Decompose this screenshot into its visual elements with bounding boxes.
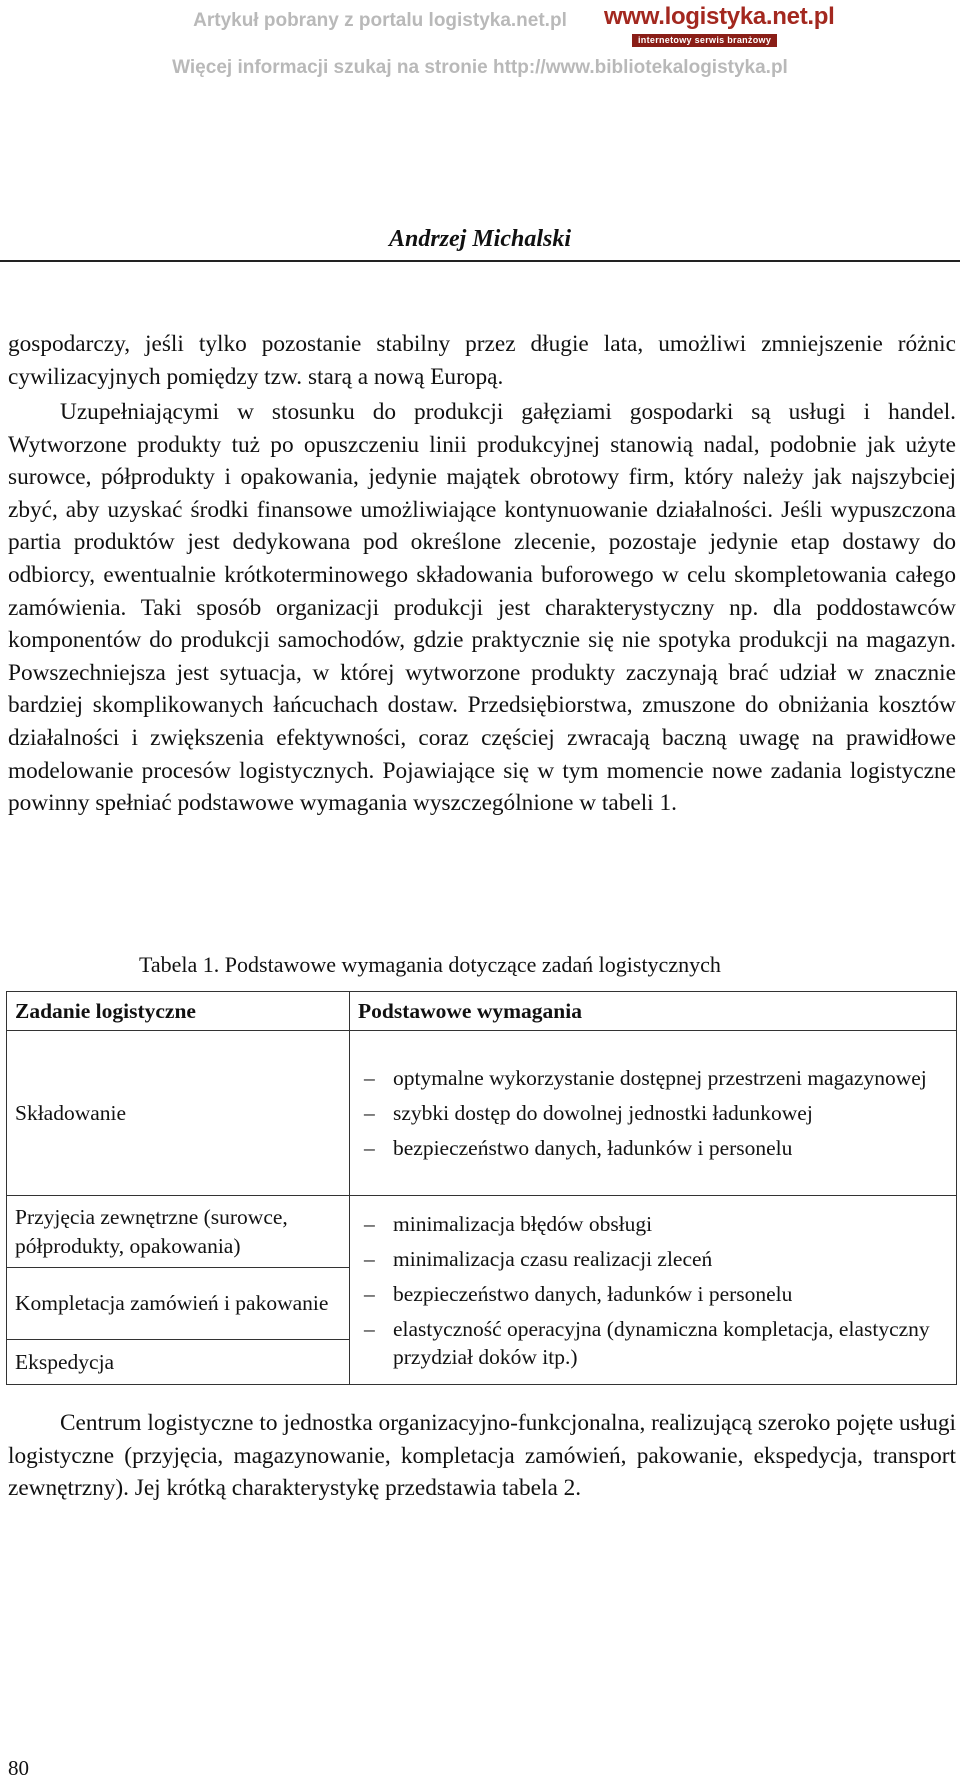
task-cell	[7, 1268, 350, 1340]
dash-mark: –	[364, 1316, 375, 1341]
table-header-row	[7, 992, 957, 1031]
requirements-cell	[350, 1031, 957, 1196]
page-number: 80	[8, 1756, 29, 1780]
task-label: Kompletacja zamówień i pakowanie	[15, 1291, 329, 1315]
dash-mark: –	[364, 1066, 375, 1090]
table-row	[7, 1031, 957, 1196]
paragraph-1: gospodarczy, jeśli tylko pozostanie stabilny przez długie lata, umożliwi zmniejszenie różnic cywilizacyjnych pomiędzy tzw. starą a nową Europą.	[8, 331, 956, 390]
dash-mark: –	[364, 1211, 375, 1236]
paragraph-2: Uzupełniającymi w stosunku do produkcji gałęziami gospodarki są usługi i handel. Wytworzone produkty tuż po opuszczeniu linii produkcyjnej stanowią nadal, podobnie jak użyte surowce, półprodukty i opakowania, jedynie majątek obrotowy firm, który należy jak najszybciej zbyć, aby uzyskać środki finansowe umożliwiające kontynuowanie działalności. Jeśli wypuszczona partia produktów jest dedykowana pod określone zlecenie, pozostaje jedynie etap dostawy do odbiorcy, ewentualnie krótkoterminowego składowania buforowego w celu skompletowania całego zamówienia. Taki sposób organizacji produkcji jest charakterystyczny np. dla poddostawców komponentów do produkcji samochodów, gdzie praktycznie się nie spotyka produkcji na magazyn. Powszechniejsza jest sytuacja, w której wytworzone produkty zaczynają brać udział w znacznie bardziej skomplikowanych łańcuchach dostaw. Przedsiębiorstwa, zmuszone do obniżania kosztów działalności i zwiększenia efektywności, coraz częściej zwracają baczną uwagę na prawidłowe modelowanie procesów logistycznych. Pojawiające się w tym momencie nowe zadania logistyczne powinny spełniać podstawowe wymagania wyszczególnione w tabeli 1.	[8, 399, 956, 817]
requirements-cell	[350, 1196, 957, 1385]
running-head-author: Andrzej Michalski	[388, 226, 572, 252]
requirement-item: – bezpieczeństwo danych, ładunków i personelu	[364, 1281, 793, 1306]
logo-subtitle: internetowy serwis branżowy	[632, 34, 777, 47]
logo-text: www.logistyka.net.pl	[604, 3, 835, 30]
requirement-item: – bezpieczeństwo danych, ładunków i personelu	[364, 1136, 793, 1160]
task-label: Składowanie	[15, 1100, 127, 1125]
header-task: Zadanie logistyczne	[7, 992, 350, 1031]
requirement-item: – optymalne wykorzystanie dostępnej przestrzeni magazynowej	[364, 1066, 927, 1090]
requirement-item: – minimalizacja czasu realizacji zleceń	[364, 1246, 713, 1271]
task-cell	[7, 1196, 350, 1268]
task-cell	[7, 1031, 350, 1196]
requirement-item: – szybki dostęp do dowolnej jednostki ładunkowej	[364, 1101, 813, 1125]
requirement-item: – minimalizacja błędów obsługi	[364, 1211, 653, 1236]
requirement-item: – elastyczność operacyjna (dynamiczna kompletacja, elastyczny przydział doków itp.)	[364, 1316, 930, 1369]
logistyka-logo[interactable]	[604, 3, 835, 46]
dash-mark: –	[364, 1101, 375, 1125]
dash-mark: –	[364, 1246, 375, 1271]
task-label: Ekspedycja	[15, 1349, 115, 1374]
header-requirements: Podstawowe wymagania	[350, 992, 957, 1031]
header-rule	[0, 260, 960, 262]
task-cell	[7, 1340, 350, 1385]
portal-banner-text: Artykuł pobrany z portalu logistyka.net.pl	[193, 10, 567, 31]
table-caption: Tabela 1. Podstawowe wymagania dotyczące zadań logistycznych	[139, 952, 721, 977]
dash-mark: –	[364, 1281, 375, 1306]
task-label: Przyjęcia zewnętrzne (surowce, półprodukty, opakowania)	[15, 1204, 288, 1258]
dash-mark: –	[364, 1136, 375, 1160]
requirements-table	[6, 991, 957, 1385]
table-row	[7, 1196, 957, 1268]
paragraph-3: Centrum logistyczne to jednostka organizacyjno-funkcjonalna, realizującą szeroko pojęte usługi logistyczne (przyjęcia, magazynowanie, kompletacja zamówień, pakowanie, ekspedycja, transport zewnętrzny). Jej krótką charakterystykę przedstawia tabela 2.	[8, 1410, 956, 1502]
library-banner-link[interactable]: Więcej informacji szukaj na stronie http://www.bibliotekalogistyka.pl	[172, 57, 788, 78]
